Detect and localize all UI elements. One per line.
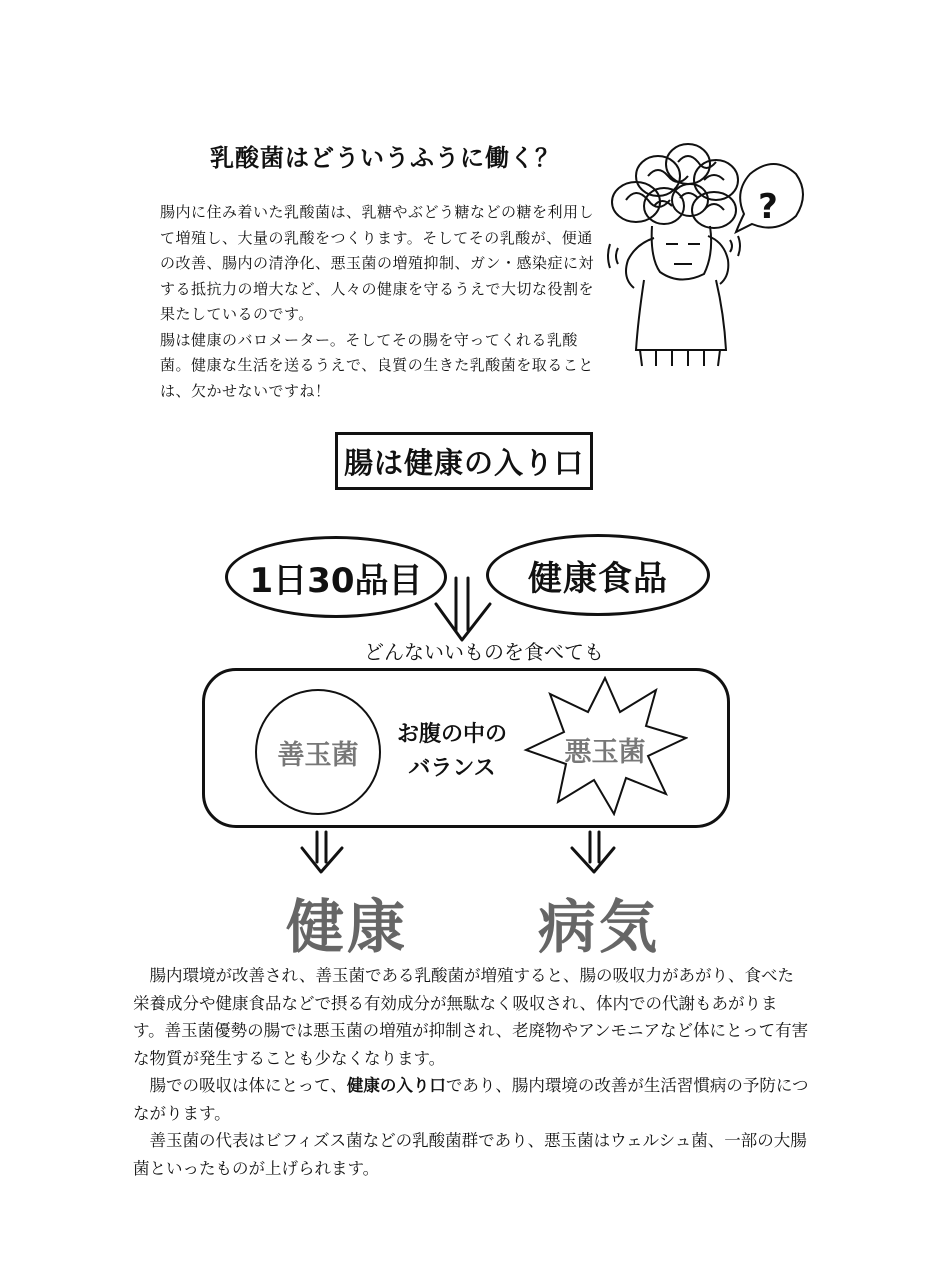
intro-paragraph-2: 腸は健康のバロメーター。そしてその腸を守ってくれる乳酸菌。健康な生活を送るうえで、良質の生きた乳酸菌を取ることは、欠かせないですね！ [160, 330, 594, 400]
balance-line-1: お腹の中の [396, 722, 507, 747]
body-text [133, 962, 809, 1182]
body-paragraph-2-end: であり、腸内環境の改善が生活習慣病の予防につながります。 [133, 1076, 809, 1123]
gut-balance-label [392, 718, 512, 786]
bad-bacteria-label: 悪玉菌 [564, 737, 646, 768]
daily-foods-ellipse: 1日30品目 [225, 536, 447, 618]
down-arrow-icon [572, 832, 614, 872]
result-illness: 病気 [538, 893, 661, 961]
confused-character-illustration [596, 140, 808, 376]
result-health: 健康 [286, 893, 409, 961]
section-title: 腸は健康の入り口 [335, 432, 593, 490]
page-title: 乳酸菌はどういうふうに働く？ [210, 144, 560, 172]
intro-text [160, 200, 600, 404]
intro-paragraph-1: 腸内に住み着いた乳酸菌は、乳糖やぶどう糖などの糖を利用して増殖し、大量の乳酸をつくります。そしてその乳酸が、便通の改善、腸内の清浄化、悪玉菌の増殖抑制、ガン・感染症に対する抵抗力の増大など、人々の健康を守るうえで大切な役割を果たしているのです。 [160, 203, 595, 323]
body-paragraph-3: 善玉菌の代表はビフィズス菌などの乳酸菌群であり、悪玉菌はウェルシュ菌、一部の大腸菌といったものが上げられます。 [133, 1131, 807, 1178]
balance-line-2: バランス [408, 756, 496, 781]
body-paragraph-2 [133, 1072, 809, 1127]
down-arrow-icon [302, 832, 342, 872]
body-paragraph-2-start: 腸での吸収は体にとって、 [149, 1076, 347, 1095]
body-paragraph-1: 腸内環境が改善され、善玉菌である乳酸菌が増殖すると、腸の吸収力があがり、食べた栄養成分や健康食品などで摂る有効成分が無駄なく吸収され、体内での代謝もあがります。善玉菌優勢の腸では悪玉菌の増殖が抑制され、老廃物やアンモニアなど体にとって有害な物質が発生することも少なくなります。 [133, 966, 809, 1068]
body-emphasis: 健康の入り口 [346, 1076, 446, 1095]
health-food-ellipse: 健康食品 [486, 534, 710, 616]
question-mark-icon: ? [758, 187, 778, 227]
good-bacteria-circle: 善玉菌 [255, 689, 381, 815]
eating-note: どんないいものを食べても [364, 640, 604, 664]
down-arrow-icon [436, 578, 490, 640]
